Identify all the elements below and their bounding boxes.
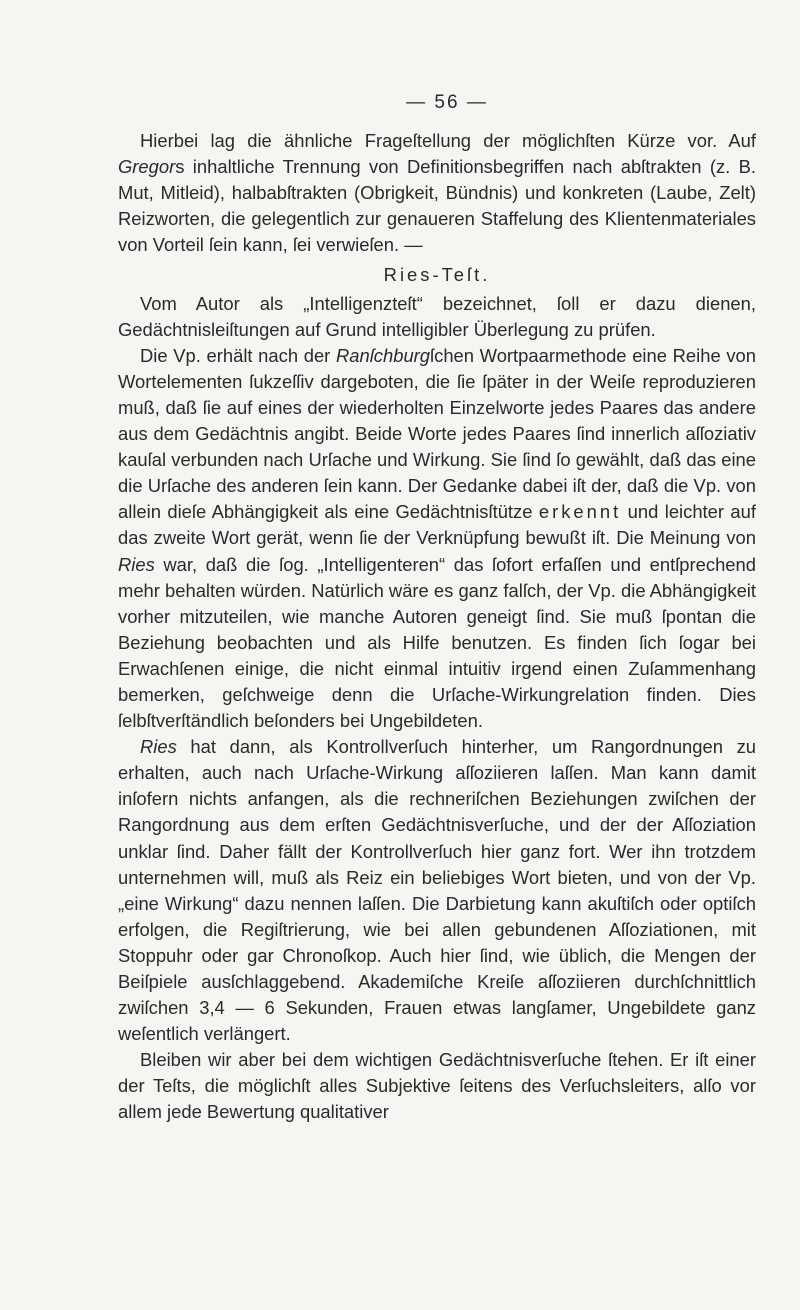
page-number: — 56 —	[406, 92, 488, 113]
emphasized-word: erkennt	[538, 501, 622, 523]
text-run: s inhaltliche Trennung von Definitionsbegriffen nach abſtrakten (z. B. Mut, Mitleid), halbabſtrakten (Obrigkeit, Bündnis) und konkreten (Laube, Zelt) Reizworten, die gelegentlich zur genaueren Staffelung des Klientenmateriales von Vorteil ſein kann, ſei verwieſen. —	[118, 156, 756, 256]
author-name: Ries	[118, 553, 155, 575]
text-run: Hierbei lag die ähnliche Frageſtellung der möglichſten Kürze vor. Auf	[140, 130, 756, 151]
text-run: hat dann, als Kontrollverſuch hinterher, um Rangordnungen zu erhalten, auch nach Urſache-Wirkung aſſoziieren laſſen. Man kann damit inſofern nichts anfangen, als die rechneriſchen Beziehungen zwiſchen der Rangordnung aus dem erſten Gedächtnisverſuche, und der der Aſſoziation unklar ſind. Daher fällt der Kontrollverſuch hier ganz fort. Wer ihn trotzdem unternehmen will, muß als Reiz ein beliebiges Wort bieten, und von der Vp. „eine Wirkung“ dazu nennen laſſen. Die Darbietung kann akuſtiſch oder optiſch erfolgen, die Regiſtrierung, wie bei allen gebundenen Aſſoziationen, mit Stoppuhr oder gar Chronoſkop. Auch hier ſind, wie üblich, die Mengen der Beiſpiele ausſchlaggebend. Akademiſche Kreiſe aſſoziieren durchſchnittlich zwiſchen 3,4 — 6 Sekunden, Frauen etwas langſamer, Ungebildete ganz weſentlich verlängert.	[118, 736, 756, 1045]
paragraph-4	[118, 734, 756, 1047]
author-name: Ranſchburg	[335, 344, 431, 366]
section-heading: Ries-Teſt.	[383, 264, 491, 286]
text-run: war, daß die ſog. „Intelligenteren“ das ſofort erfaſſen und entſprechend mehr behalten würden. Natürlich wäre es ganz falſch, der Vp. die Abhängigkeit vorher mitzuteilen, wie manche Autoren geneigt ſind. Sie muß ſpontan die Beziehung beobachten und als Hilfe benutzen. Es finden ſich ſogar bei Erwachſenen einige, die nicht einmal intuitiv irgend einen Zuſammenhang bemerken, geſchweige denn die Urſache-Wirkungrelation finden. Dies ſelbſtverſtändlich beſonders bei Ungebildeten.	[118, 553, 756, 732]
paragraph-3	[118, 343, 756, 734]
book-page	[118, 92, 756, 1126]
text-run: und leichter auf das zweite Wort gerät, wenn ſie der Verknüpfung bewußt iſt. Die Meinung von	[118, 501, 756, 549]
text-run: ſchen Wortpaarmethode eine Reihe von Wortelementen ſukzeſſiv dargeboten, die ſie ſpäter in der Weiſe reproduzieren muß, daß ſie auf eines der wiederholten Einzelworte jedes Paares das andere aus dem Gedächtnis angibt. Beide Worte jedes Paares ſind innerlich aſſoziativ kauſal verbunden nach Urſache und Wirkung. Sie ſind ſo gewählt, daß das eine die Urſache des anderen ſein kann. Der Gedanke dabei iſt der, daß die Vp. von allein dieſe Abhängigkeit als eine Gedächtnisſtütze	[118, 344, 756, 523]
author-name: Gregor	[118, 156, 176, 178]
paragraph-1	[118, 128, 756, 258]
text-run: Vom Autor als „Intelligenzteſt“ bezeichnet, ſoll er dazu dienen, Gedächtnisleiſtungen auf Grund intelligibler Überlegung zu prüfen.	[118, 292, 756, 340]
text-run: Die Vp. erhält nach der	[140, 344, 336, 366]
paragraph-2	[118, 291, 756, 343]
text-run: Bleiben wir aber bei dem wichtigen Gedächtnisverſuche ſtehen. Er iſt einer der Teſts, die möglichſt alles Subjektive ſeitens des Verſuchsleiters, alſo vor allem jede Bewertung qualitativer	[118, 1049, 756, 1123]
author-name: Ries	[140, 736, 177, 758]
paragraph-5	[118, 1047, 756, 1125]
